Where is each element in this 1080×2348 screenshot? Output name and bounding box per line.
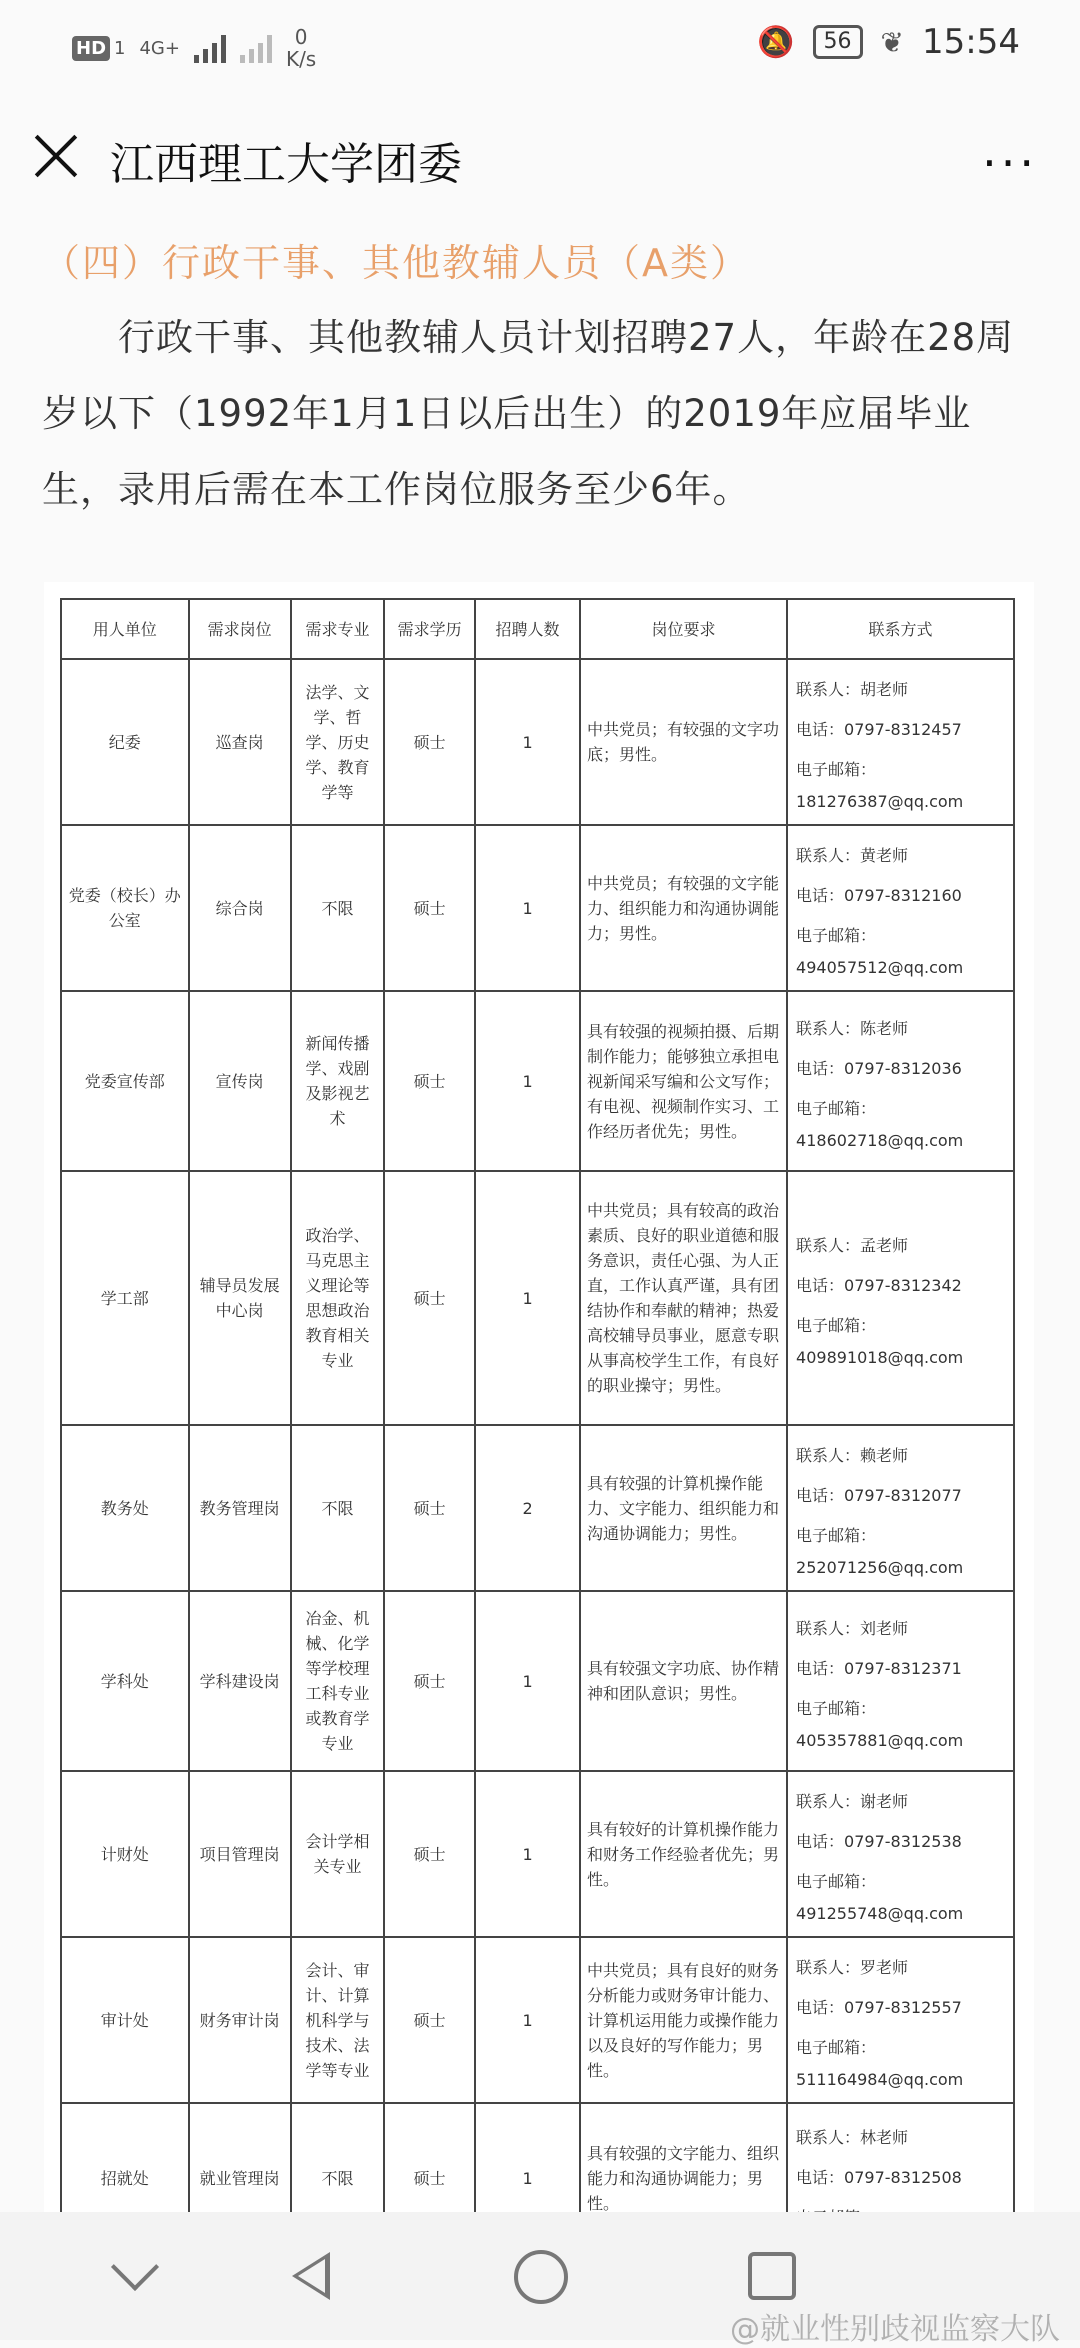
cell-count: 1 [475, 1771, 580, 1937]
contact-email-label: 电子邮箱： [796, 1699, 877, 1718]
cell-post: 项目管理岗 [189, 1771, 291, 1937]
header-cell: 需求专业 [291, 599, 385, 659]
cell-req: 中共党员；具有较高的政治素质、良好的职业道德和服务意识，责任心强、为人正直，工作认真严谨，具有团结协作和奉献的精神；热爱高校辅导员事业，愿意专职从事高校学生工作，有良好的职业操守；男性。 [580, 1171, 787, 1425]
contact-email-label: 电子邮箱： [796, 926, 877, 945]
cell-unit: 计财处 [61, 1771, 189, 1937]
leaf-icon: ❦ [880, 25, 905, 59]
cell-major: 会计学相关专业 [291, 1771, 385, 1937]
contact-contact-person: 联系人：孟老师 [796, 1236, 909, 1255]
cell-count: 1 [475, 825, 580, 991]
status-right [757, 22, 1020, 62]
cell-post: 财务审计岗 [189, 1937, 291, 2103]
cell-unit: 学工部 [61, 1171, 189, 1425]
cell-req: 具有较强文字功底、协作精神和团队意识；男性。 [580, 1591, 787, 1771]
cell-major: 不限 [291, 825, 385, 991]
cell-major: 不限 [291, 2103, 385, 2222]
status-bar [0, 0, 1080, 100]
cell-post: 辅导员发展中心岗 [189, 1171, 291, 1425]
table-row [61, 1171, 1014, 1425]
contact-email: 405357881@qq.com [796, 1731, 964, 1750]
contact-phone: 电话：0797-8312160 [796, 886, 962, 905]
cell-degree: 硕士 [384, 991, 475, 1171]
contact-email-label: 电子邮箱： [796, 1316, 877, 1335]
cell-count: 1 [475, 2103, 580, 2222]
contact-email: 491255748@qq.com [796, 1904, 964, 1923]
cell-unit: 学科处 [61, 1591, 189, 1771]
mute-icon: 🔕 [757, 24, 795, 60]
speed-value: 0 [294, 25, 308, 49]
cell-post: 就业管理岗 [189, 2103, 291, 2222]
cell-contact [787, 2103, 1014, 2222]
table-row [61, 2103, 1014, 2222]
cell-degree: 硕士 [384, 1425, 475, 1591]
cell-contact [787, 1937, 1014, 2103]
article-paragraph: 行政干事、其他教辅人员计划招聘27人，年龄在28周岁以下（1992年1月1日以后出生）的2019年应届毕业生，录用后需在本工作岗位服务至少6年。 [42, 316, 1015, 511]
header-cell: 招聘人数 [475, 599, 580, 659]
cell-count: 1 [475, 1937, 580, 2103]
cell-major: 新闻传播学、戏剧及影视艺术 [291, 991, 385, 1171]
cell-contact [787, 1771, 1014, 1937]
cell-major: 法学、文学、哲学、历史学、教育学等 [291, 659, 385, 825]
header-cell: 需求岗位 [189, 599, 291, 659]
section-heading: （四）行政干事、其他教辅人员（A类） [42, 241, 750, 285]
cell-degree: 硕士 [384, 1937, 475, 2103]
cell-major: 政治学、马克思主义理论等思想政治教育相关专业 [291, 1171, 385, 1425]
contact-contact-person: 联系人：谢老师 [796, 1792, 909, 1811]
contact-email-label: 电子邮箱： [796, 1526, 877, 1545]
contact-email-label: 电子邮箱： [796, 2038, 877, 2057]
cell-req: 中共党员；具有良好的财务分析能力或财务审计能力、计算机运用能力或操作能力以及良好的写作能力；男性。 [580, 1937, 787, 2103]
cell-req: 具有较强的计算机操作能力、文字能力、组织能力和沟通协调能力；男性。 [580, 1425, 787, 1591]
cell-major: 冶金、机械、化学等学校理工科专业或教育学专业 [291, 1591, 385, 1771]
contact-contact-person: 联系人：林老师 [796, 2128, 909, 2147]
header-cell: 需求学历 [384, 599, 475, 659]
cell-post: 学科建设岗 [189, 1591, 291, 1771]
cell-contact [787, 1591, 1014, 1771]
page-title: 江西理工大学团委 [110, 139, 462, 190]
cell-unit: 党委宣传部 [61, 991, 189, 1171]
cell-post: 教务管理岗 [189, 1425, 291, 1591]
contact-contact-person: 联系人：刘老师 [796, 1619, 909, 1638]
contact-contact-person: 联系人：陈老师 [796, 1019, 909, 1038]
contact-phone: 电话：0797-8312342 [796, 1276, 962, 1295]
contact-email-label: 电子邮箱： [796, 760, 877, 779]
cell-post: 巡查岗 [189, 659, 291, 825]
title-bar [0, 100, 1080, 220]
cell-post: 宣传岗 [189, 991, 291, 1171]
cell-post: 综合岗 [189, 825, 291, 991]
contact-contact-person: 联系人：罗老师 [796, 1958, 909, 1977]
hd-badge: HD [72, 36, 110, 61]
contact-phone: 电话：0797-8312371 [796, 1659, 962, 1678]
close-icon[interactable] [34, 134, 78, 178]
table-row [61, 1591, 1014, 1771]
cell-degree: 硕士 [384, 2103, 475, 2222]
header-cell: 岗位要求 [580, 599, 787, 659]
network-speed [286, 26, 316, 70]
battery-indicator: 56 [813, 25, 863, 59]
table-row [61, 825, 1014, 991]
contact-email-label: 电子邮箱： [796, 1099, 877, 1118]
cell-unit: 招就处 [61, 2103, 189, 2222]
cell-contact [787, 659, 1014, 825]
cell-count: 2 [475, 1425, 580, 1591]
table-row [61, 1771, 1014, 1937]
cell-count: 1 [475, 1591, 580, 1771]
cell-req: 中共党员；有较强的文字能力、组织能力和沟通协调能力；男性。 [580, 825, 787, 991]
cell-unit: 纪委 [61, 659, 189, 825]
network-type: 4G+ [139, 37, 180, 59]
recruitment-table [60, 598, 1015, 2222]
cell-degree: 硕士 [384, 1171, 475, 1425]
cell-req: 中共党员；有较强的文字功底；男性。 [580, 659, 787, 825]
cell-contact [787, 1171, 1014, 1425]
recruitment-table-image[interactable] [44, 582, 1034, 2222]
contact-phone: 电话：0797-8312077 [796, 1486, 962, 1505]
cell-req: 具有较好的计算机操作能力和财务工作经验者优先；男性。 [580, 1771, 787, 1937]
table-header-row [61, 599, 1014, 659]
cell-contact [787, 1425, 1014, 1591]
contact-email: 252071256@qq.com [796, 1558, 964, 1577]
sim-indicator: 1 [114, 37, 126, 59]
contact-email: 409891018@qq.com [796, 1348, 964, 1367]
cell-req: 具有较强的视频拍摄、后期制作能力；能够独立承担电视新闻采写编和公文写作；有电视、视频制作实习、工作经历者优先；男性。 [580, 991, 787, 1171]
clock: 15:54 [922, 22, 1020, 62]
contact-phone: 电话：0797-8312557 [796, 1998, 962, 2017]
cell-degree: 硕士 [384, 825, 475, 991]
home-icon[interactable] [514, 2250, 568, 2304]
table-row [61, 1425, 1014, 1591]
table-row [61, 659, 1014, 825]
contact-phone: 电话：0797-8312508 [796, 2168, 962, 2187]
contact-contact-person: 联系人：胡老师 [796, 680, 909, 699]
header-cell: 联系方式 [787, 599, 1014, 659]
cell-contact [787, 825, 1014, 991]
header-cell: 用人单位 [61, 599, 189, 659]
contact-email: 511164984@qq.com [796, 2070, 964, 2089]
contact-email: 494057512@qq.com [796, 958, 964, 977]
contact-phone: 电话：0797-8312538 [796, 1832, 962, 1851]
cell-unit: 审计处 [61, 1937, 189, 2103]
contact-phone: 电话：0797-8312457 [796, 720, 962, 739]
contact-contact-person: 联系人：黄老师 [796, 846, 909, 865]
contact-email: 418602718@qq.com [796, 1131, 964, 1150]
cell-req: 具有较强的文字能力、组织能力和沟通协调能力；男性。 [580, 2103, 787, 2222]
contact-email: 181276387@qq.com [796, 792, 964, 811]
cell-degree: 硕士 [384, 1591, 475, 1771]
contact-email-label: 电子邮箱： [796, 1872, 877, 1891]
signal-icon [194, 33, 226, 63]
cell-count: 1 [475, 991, 580, 1171]
status-left [72, 26, 316, 70]
cell-unit: 党委（校长）办公室 [61, 825, 189, 991]
collapse-icon[interactable] [111, 2243, 159, 2291]
more-options-icon[interactable]: ··· [982, 136, 1038, 190]
table-row [61, 991, 1014, 1171]
watermark: @就业性别歧视监察大队 [730, 2312, 1060, 2347]
table-body [61, 659, 1014, 2222]
cell-degree: 硕士 [384, 1771, 475, 1937]
cell-major: 会计、审计、计算机科学与技术、法学等专业 [291, 1937, 385, 2103]
cell-count: 1 [475, 659, 580, 825]
recent-apps-icon[interactable] [748, 2252, 796, 2300]
cell-major: 不限 [291, 1425, 385, 1591]
contact-phone: 电话：0797-8312036 [796, 1059, 962, 1078]
cell-degree: 硕士 [384, 659, 475, 825]
signal-2-icon [240, 33, 272, 63]
back-icon[interactable] [292, 2252, 330, 2300]
cell-unit: 教务处 [61, 1425, 189, 1591]
cell-count: 1 [475, 1171, 580, 1425]
contact-contact-person: 联系人：赖老师 [796, 1446, 909, 1465]
speed-unit: K/s [285, 47, 317, 71]
cell-contact [787, 991, 1014, 1171]
table-row [61, 1937, 1014, 2103]
